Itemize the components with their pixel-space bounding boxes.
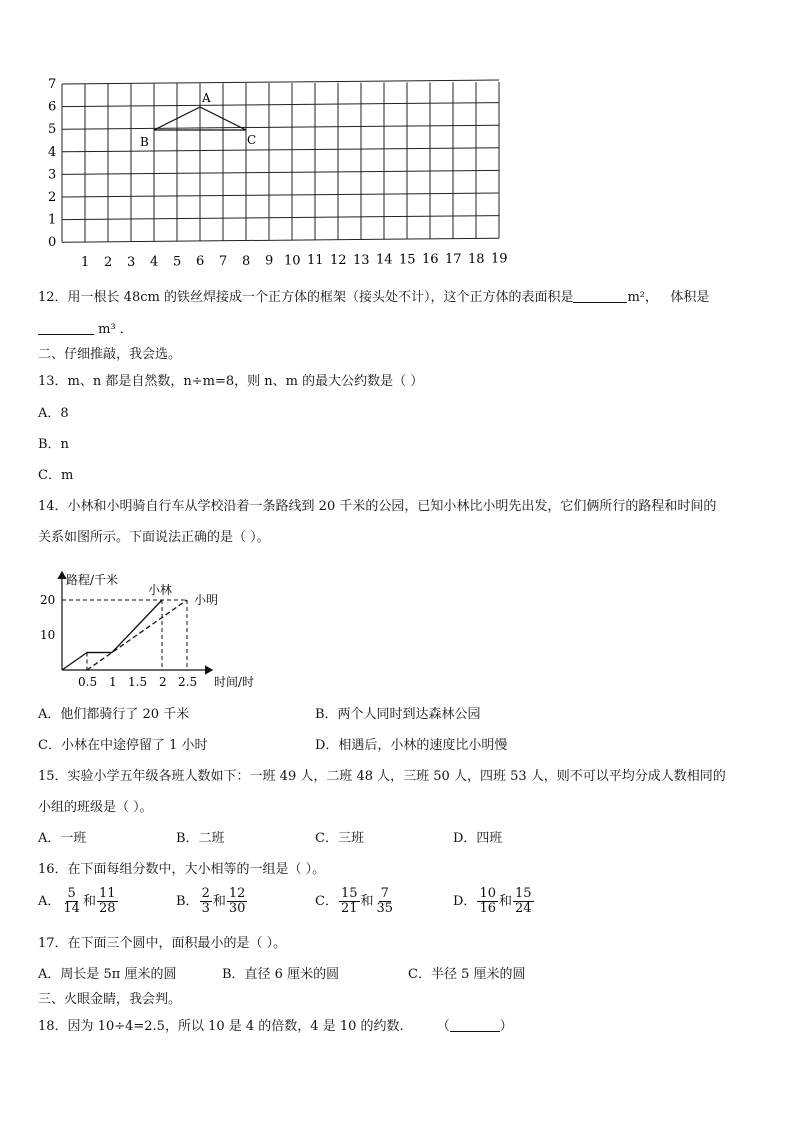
denominator: 16 [479,901,496,916]
question-14-option-c[interactable]: C．小林在中途停留了 1 小时 [38,738,208,753]
question-13-option-a[interactable]: A．8 [38,406,69,421]
chart-guide-lines [62,600,187,670]
question-14-option-d[interactable]: D．相遇后，小林的速度比小明慢 [315,738,508,753]
grid-hline [62,103,499,107]
numerator: 11 [98,886,116,901]
option-label: D． [453,894,477,909]
series-label-xiaolin: 小林 [148,583,173,597]
grid-y-tick-label: 4 [48,144,57,160]
denominator: 24 [515,901,532,916]
fraction [513,887,534,916]
coordinate-grid-figure [40,78,510,268]
chart-y-axis-label: 路程/千米 [66,573,119,587]
grid-x-tick-label: 12 [330,253,347,268]
grid-y-tick-label: 3 [48,167,57,183]
chart-y-tick-label: 20 [40,593,56,607]
question-12-line2 [38,321,133,339]
grid-x-tick-label: 17 [445,252,462,267]
question-15-option-a[interactable]: A．一班 [38,831,87,846]
grid-x-tick-label: 5 [173,254,182,268]
question-17-option-a[interactable]: A．周长是 5π 厘米的圆 [38,967,177,982]
grid-x-tick-label: 18 [468,251,485,267]
chart-x-tick-label: 2 [159,675,167,689]
question-17-option-b[interactable]: B．直径 6 厘米的圆 [222,967,340,982]
chart-x-tick-label: 1 [109,675,117,689]
and-word: 和 [212,894,226,909]
fraction [227,887,248,916]
denominator: 3 [201,901,210,916]
point-label-a: A [202,91,211,105]
grid-x-tick-label: 19 [491,251,508,267]
grid-x-tick-label: 16 [422,252,439,268]
question-17-stem: 17．在下面三个圆中，面积最小的是（ ）。 [38,936,287,951]
grid-hline [62,148,499,152]
series-line-xiaoming [87,600,187,670]
grid-x-tick-label: 3 [127,254,136,268]
grid-hline [62,170,499,174]
grid-x-tick-label: 9 [265,253,274,268]
grid-hline [62,216,499,220]
question-15-stem-line1: 15．实验小学五年级各班人数如下：一班 49 人，二班 48 人，三班 50 人，四班 53 人，则不可以平均分成人数相同的 [38,769,726,784]
grid-hline [62,125,499,129]
grid-x-tick-label: 2 [104,255,113,268]
point-label-b: B [140,135,149,149]
grid-hline [62,80,499,84]
grid-x-tick-label: 15 [399,252,416,268]
question-15-option-b[interactable]: B．二班 [176,831,225,846]
numerator: 2 [201,886,210,901]
denominator: 35 [376,901,394,916]
question-12-text-a: 12．用一根长 48cm 的铁丝焊接成一个正方体的框架（接头处不计），这个正方体的表面积是 [38,290,574,305]
fraction [477,887,498,916]
grid-x-tick-label: 14 [376,252,393,268]
numerator: 7 [380,886,389,901]
question-14-stem-line1: 14．小林和小明骑自行车从学校沿着一条路线到 20 千米的公园，已知小林比小明先出发，它们俩所行的路程和时间的 [38,499,717,514]
question-13-option-c[interactable]: C．m [38,468,74,483]
question-14-option-b[interactable]: B．两个人同时到达森林公园 [315,707,481,722]
chart-x-tick-label: 0.5 [78,675,98,689]
fraction [200,887,212,916]
question-16-stem: 16．在下面每组分数中，大小相等的一组是（ ）。 [38,862,326,877]
numerator: 12 [228,886,246,901]
question-13-option-b[interactable]: B．n [38,437,69,452]
grid-x-tick-label: 13 [353,252,370,268]
grid-x-tick-label: 6 [196,254,205,268]
paren-open: （ [436,1019,450,1034]
option-label: C． [315,894,338,909]
grid-x-tick-label: 7 [219,254,228,268]
grid-y-tick-label: 6 [48,99,57,115]
denominator: 14 [63,901,80,916]
section-3-heading: 三、火眼金睛，我会判。 [38,992,182,1007]
question-14-stem-line2: 关系如图所示。下面说法正确的是（ ）。 [38,530,270,545]
and-word: 和 [498,894,512,909]
and-word: 和 [82,894,96,909]
denominator: 30 [228,901,246,916]
grid-x-tick-label: 8 [242,253,251,268]
grid-x-ticks [81,252,508,268]
question-12-unit-b: m³ ． [98,322,133,337]
question-18-stem: 18．因为 10÷4=2.5，所以 10 是 4 的倍数，4 是 10 的约数. [38,1019,404,1034]
chart-ticks [40,593,197,689]
question-14-option-a[interactable]: A．他们都骑行了 20 千米 [38,707,190,722]
question-18-line [38,1018,513,1036]
answer-blank-judgement[interactable] [450,1019,500,1032]
option-label: A． [38,894,61,909]
numerator: 15 [515,886,532,901]
paren-close: ） [499,1019,513,1034]
question-12-unit-a: m²， [627,290,659,305]
grid-y-tick-label: 0 [48,235,57,251]
question-16-option-d[interactable] [453,887,535,916]
answer-blank-volume[interactable] [38,322,94,335]
question-16-option-b[interactable] [176,887,248,916]
chart-y-tick-label: 10 [40,628,56,642]
grid-y-tick-label: 1 [48,212,57,228]
chart-x-tick-label: 2.5 [178,675,198,689]
fraction [61,887,82,916]
denominator: 28 [98,901,116,916]
question-16-option-a[interactable] [38,887,119,916]
grid-hline [62,193,499,197]
numerator: 15 [340,886,358,901]
grid-y-tick-label: 7 [48,78,57,92]
grid-x-tick-label: 4 [150,254,159,268]
fraction [339,887,360,916]
question-15-option-d[interactable]: D．四班 [453,831,503,846]
numerator: 5 [67,886,76,901]
question-17-option-c[interactable]: C．半径 5 厘米的圆 [408,967,526,982]
series-label-xiaoming: 小明 [194,593,219,607]
fraction [97,887,118,916]
chart-x-tick-label: 1.5 [128,675,148,689]
answer-blank-surface-area[interactable] [573,290,627,303]
question-16-option-c[interactable] [315,887,396,916]
grid-x-tick-label: 10 [284,253,301,268]
question-12-line1 [38,289,709,307]
grid-x-tick-label: 11 [307,253,324,268]
grid-y-ticks [48,78,56,250]
grid-x-tick-label: 1 [81,255,90,268]
question-12-text-b: 体积是 [670,290,710,305]
option-label: B． [176,894,199,909]
fraction [375,887,396,916]
section-2-heading: 二、仔细推敲，我会选。 [38,347,182,362]
chart-series [62,600,187,670]
distance-time-chart [36,568,276,696]
chart-x-axis-label: 时间/时 [214,675,255,689]
grid-y-tick-label: 5 [48,122,57,138]
series-line-xiaolin [62,600,162,670]
grid-hline [62,238,499,242]
and-word: 和 [360,894,374,909]
grid-lines [62,80,499,242]
question-15-stem-line2: 小组的班级是（ ）。 [38,800,153,815]
denominator: 21 [340,901,358,916]
grid-y-tick-label: 2 [48,190,57,205]
question-15-option-c[interactable]: C．三班 [315,831,364,846]
point-label-c: C [247,133,257,147]
numerator: 10 [479,886,496,901]
question-13-stem: 13．m、n 都是自然数，n÷m=8，则 n、m 的最大公约数是（ ） [38,374,424,389]
